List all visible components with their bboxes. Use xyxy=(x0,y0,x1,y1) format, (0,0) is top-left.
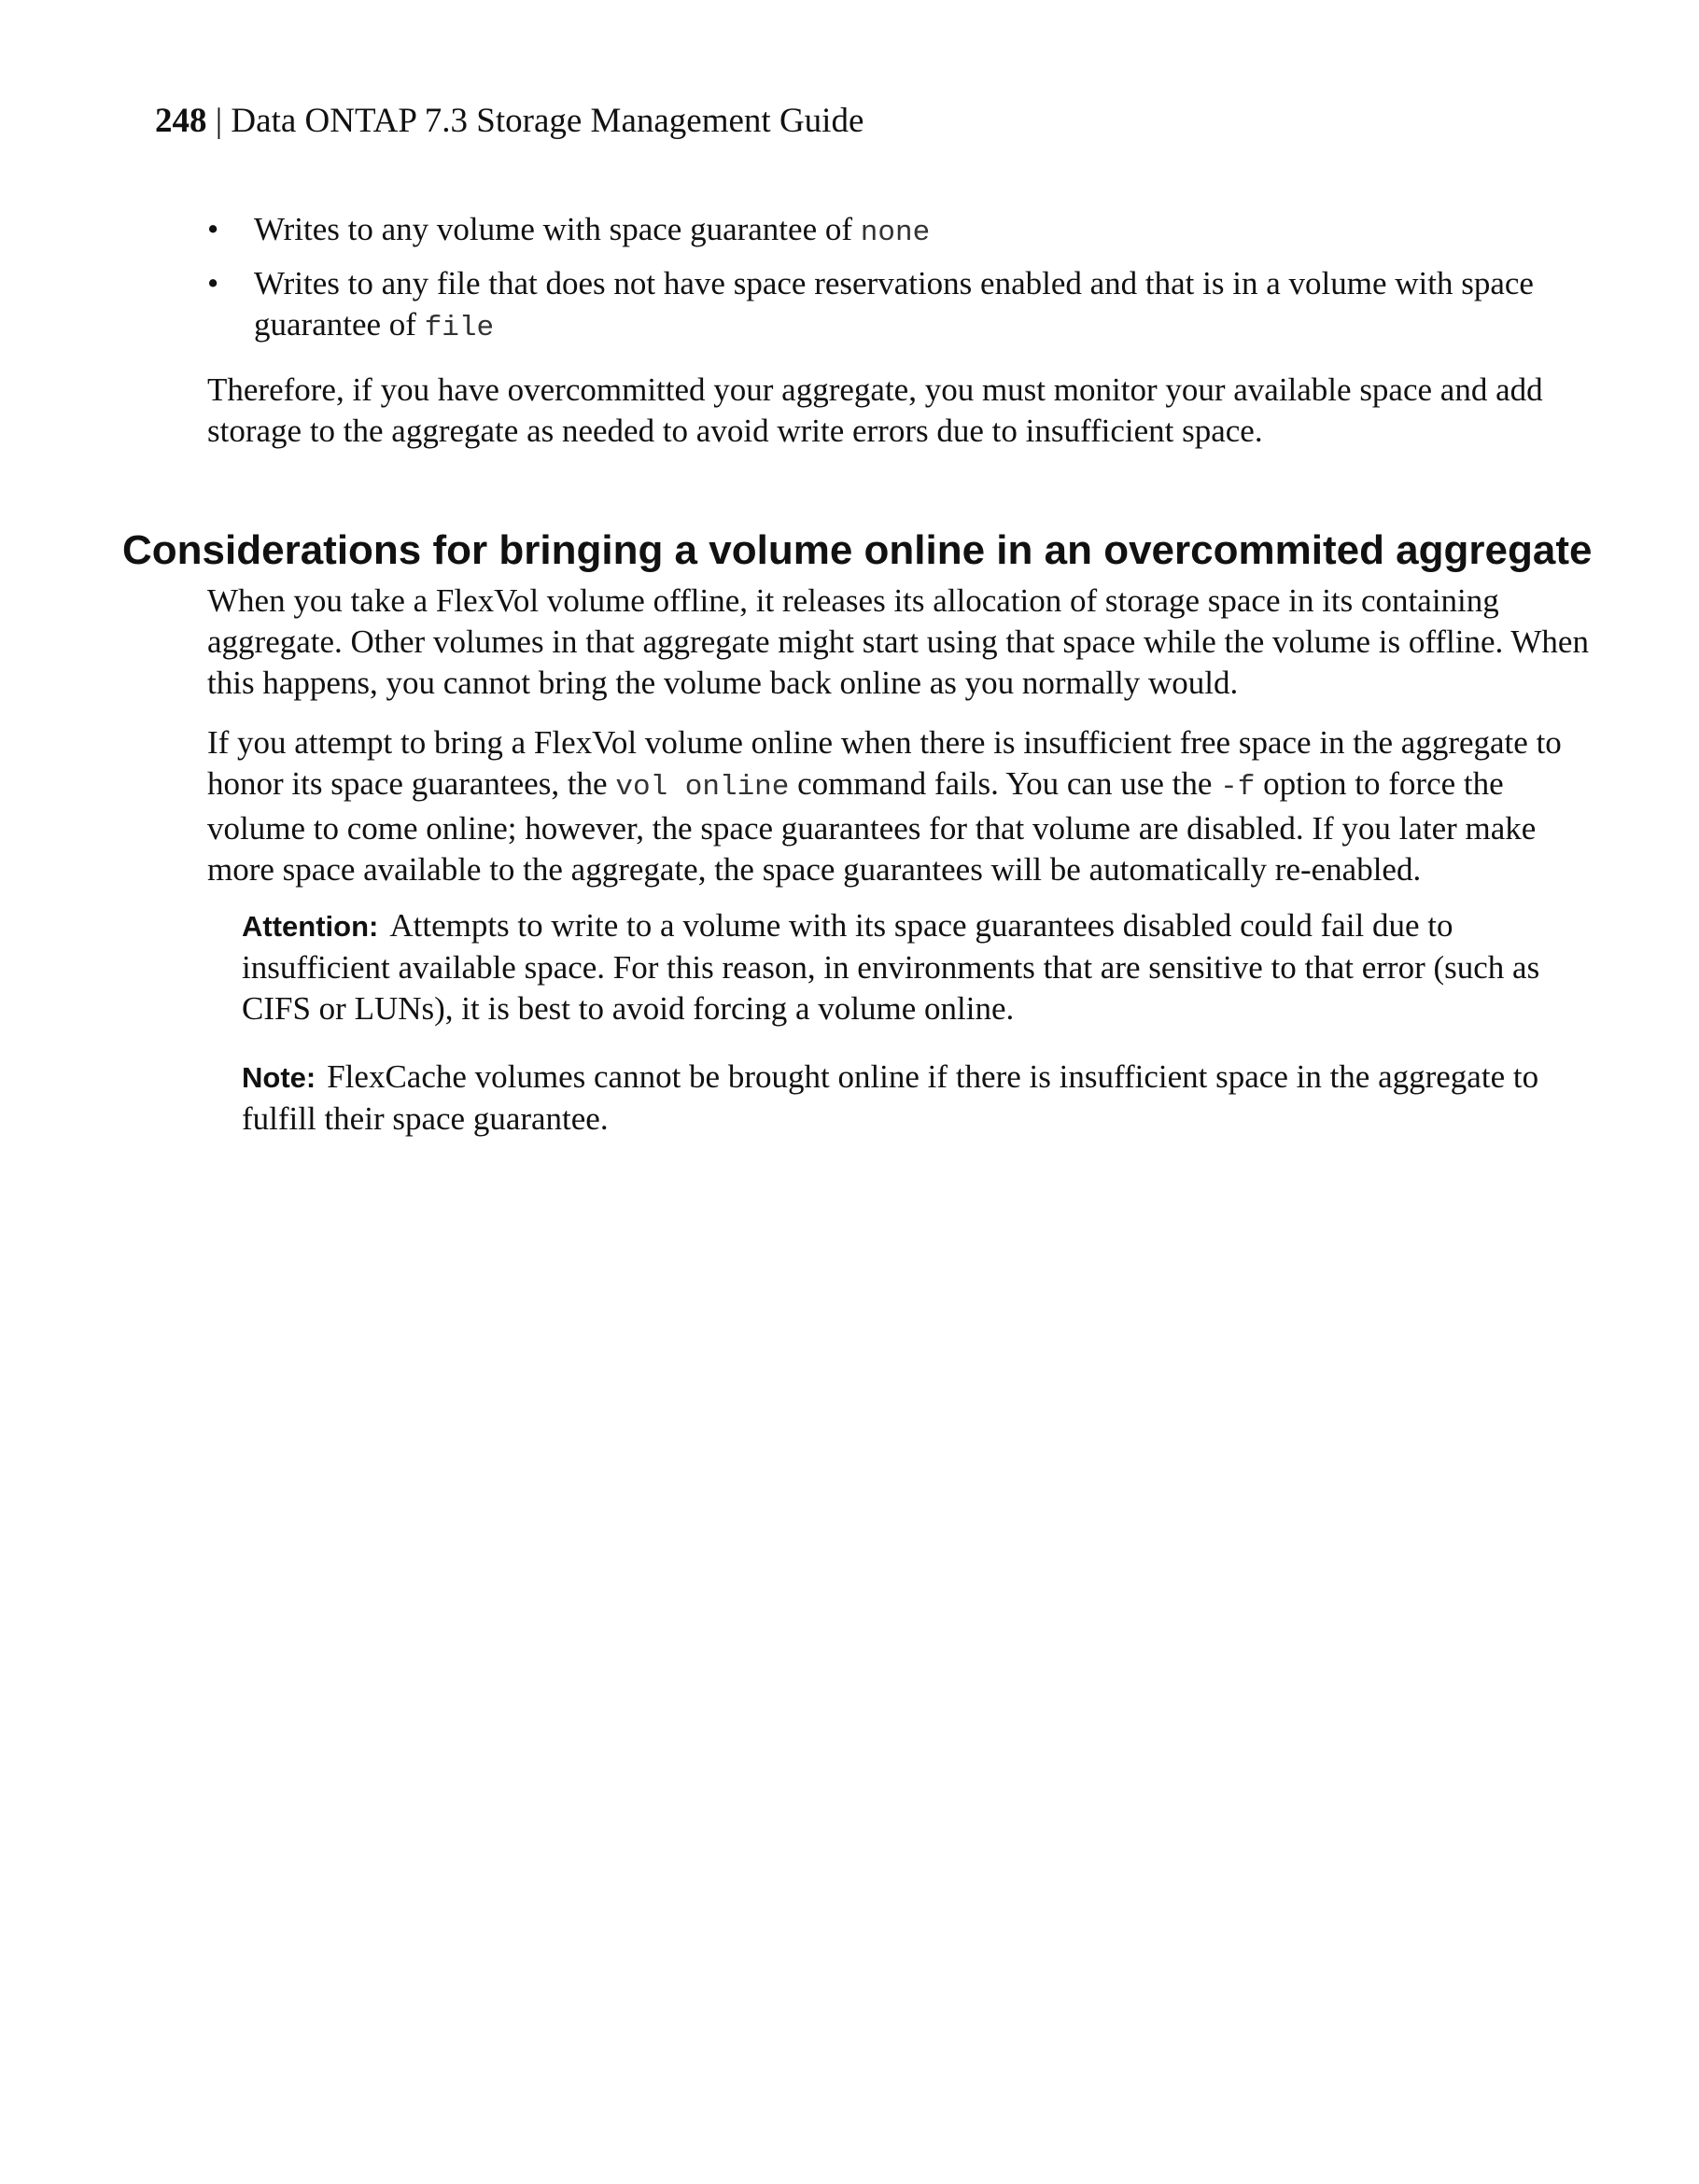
bullet-text: Writes to any file that does not have space reservations enabled and that is in a volume with space guarantee of xyxy=(254,265,1534,343)
note-text: FlexCache volumes cannot be brought online if there is insufficient space in the aggregate to fulfill their space guarantee. xyxy=(242,1058,1539,1137)
offline-paragraph: When you take a FlexVol volume offline, it releases its allocation of storage space in its containing aggregate. Other volumes in that aggregate might start using that space while the volume is offline. When this happens, you cannot bring the volume back online as you normally would. xyxy=(207,582,1589,701)
online-paragraph xyxy=(207,722,1598,890)
attention-admonition xyxy=(242,905,1595,1029)
section-heading: Considerations for bringing a volume online in an overcommited aggregate xyxy=(122,527,1593,573)
attention-text: Attempts to write to a volume with its space guarantees disabled could fail due to insufficient available space. For this reason, in environments that are sensitive to that error (such as CIFS or LUNs), it is best to avoid forcing a volume online. xyxy=(242,907,1540,1027)
page-number: 248 xyxy=(155,102,207,140)
bullet-text: Writes to any volume with space guarantee of xyxy=(254,211,861,247)
inline-code: -f xyxy=(1220,771,1256,804)
bullet-list xyxy=(207,209,1589,358)
document-title: Data ONTAP 7.3 Storage Management Guide xyxy=(231,102,864,140)
inline-code: none xyxy=(860,217,931,249)
note-label: Note: xyxy=(242,1061,316,1094)
attention-label: Attention: xyxy=(242,910,379,943)
bullet-icon: • xyxy=(207,265,219,301)
running-header xyxy=(155,99,864,144)
paragraph-text: If you attempt to bring a FlexVol volume online when there is insufficient free space in the aggregate to honor its space guarantees, the xyxy=(207,724,1562,802)
note-admonition xyxy=(242,1057,1595,1140)
inline-code: file xyxy=(424,312,495,344)
list-item xyxy=(207,263,1589,349)
list-item xyxy=(207,209,1589,254)
header-separator: | xyxy=(206,102,232,140)
therefore-paragraph: Therefore, if you have overcommitted your aggregate, you must monitor your available space and add storage to the aggregate as needed to avoid write errors due to insufficient space. xyxy=(207,371,1543,449)
inline-code: vol online xyxy=(615,771,790,804)
bullet-icon: • xyxy=(207,211,219,247)
paragraph-text: command fails. You can use the xyxy=(789,765,1221,802)
paragraph-text: option to force the volume to come online; however, the space guarantees for that volume are disabled. If you later make more space available to the aggregate, the space guarantees will be automatically re-enabled. xyxy=(207,765,1537,888)
